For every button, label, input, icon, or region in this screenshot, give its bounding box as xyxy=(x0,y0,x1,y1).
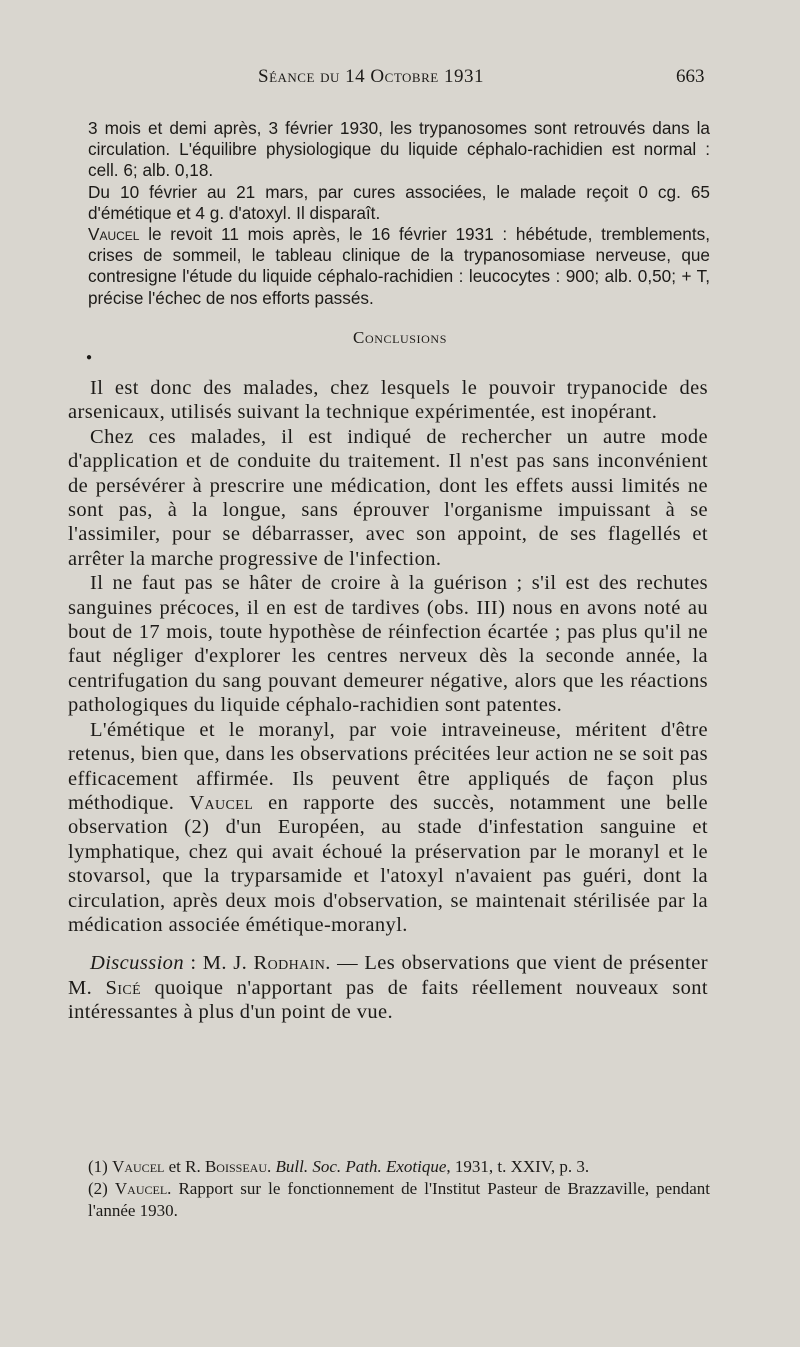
paragraph-4-part-a: L'émétique et le moranyl, par voie intraveineuse, méritent d'être retenus, bien que, dans les observations précitées leur action ne se soit pas efficacement affirmée. Ils peuvent être appliqués de façon plus méthodique. xyxy=(68,718,708,814)
page-number: 663 xyxy=(676,66,705,87)
running-title: Séance du 14 Octobre 1931 xyxy=(258,66,484,87)
conclusions-body xyxy=(68,376,708,1025)
footnote-1-author-2: Boisseau xyxy=(204,1157,267,1176)
footnotes xyxy=(88,1156,710,1222)
paragraph-4-part-b: en rapporte des succès, notamment une belle observation (2) d'un Européen, au stade d'infestation sanguine et lymphatique, chez qui avait échoué la préservation par le moranyl et le stovarsol, que la tryparsamide et l'atoxyl n'avaient pas guéri, dont la circulation, après deux mois d'observation, se maintenait stérilisée par la médication associée émétique-moranyl. xyxy=(68,791,708,936)
author-name: Vaucel xyxy=(88,224,140,245)
discussion-colon: : M. J. xyxy=(183,952,254,975)
case-paragraph-3-text: le revoit 11 mois après, le 16 février 1931 : hébétude, tremblements, crises de sommeil, le tableau clinique de la trypanosomiase nerveuse, que contresigne l'étude du liquide céphalo-rachidien : leucocytes : 900; alb. 0,50; + T, précise l'échec de nos efforts passés. xyxy=(88,224,710,308)
footnote-1-mid: et R. xyxy=(164,1157,205,1176)
section-heading: Conclusions xyxy=(353,328,447,347)
footnote-1-author: Vaucel xyxy=(112,1157,165,1176)
footnote-1-rest: , 1931, t. XXIV, p. 3. xyxy=(446,1157,590,1176)
case-paragraph-2: Du 10 février au 21 mars, par cures associées, le malade reçoit 0 cg. 65 d'émétique et 4 g. d'atoxyl. Il disparaît. xyxy=(88,181,710,223)
footnote-2-number: (2) xyxy=(88,1179,115,1198)
footnote-1 xyxy=(88,1156,710,1178)
conclusion-paragraph-2: Chez ces malades, il est indiqué de rechercher un autre mode d'application et de conduite du traitement. Il n'est pas sans inconvénient de persévérer à prescrire une médication, dont les effets aussi limités ne sont pas, à la longue, sans éprouver l'organisme impuissant à se l'assimiler, pour se débarrasser, avec son appoint, de ses flagellés et arrêter la marche progressive de l'infection. xyxy=(68,425,708,570)
bullet-mark: ● xyxy=(86,352,93,363)
case-paragraph-1: 3 mois et demi après, 3 février 1930, les trypanosomes sont retrouvés dans la circulation. L'équilibre physiologique du liquide céphalo-rachidien est normal : cell. 6; alb. 0,18. xyxy=(88,118,710,181)
case-paragraph-3 xyxy=(88,224,710,309)
footnote-1-sep: . xyxy=(266,1157,276,1176)
footnote-1-number: (1) xyxy=(88,1157,113,1176)
footnote-2 xyxy=(88,1178,710,1222)
discussion-mid: . — Les observations que vient de présenter M. xyxy=(68,952,708,999)
footnote-2-author: Vaucel xyxy=(114,1179,168,1198)
conclusion-paragraph-1: Il est donc des malades, chez lesquels le pouvoir trypanocide des arsenicaux, utilisés suivant la technique expérimentée, est inopérant. xyxy=(68,377,708,424)
case-report-text xyxy=(88,118,710,309)
author-name: Vaucel xyxy=(189,791,254,814)
author-name-2: Sicé xyxy=(105,976,142,999)
running-header xyxy=(0,66,800,92)
footnote-1-journal: Bull. Soc. Path. Exotique xyxy=(275,1157,447,1176)
discussion-label: Discussion xyxy=(90,952,184,975)
conclusion-paragraph-3: Il ne faut pas se hâter de croire à la guérison ; s'il est des rechutes sanguines précoces, il en est de tardives (obs. III) nous en avons noté au bout de 17 mois, toute hypothèse de réinfection écartée ; pas plus qu'il ne faut négliger d'explorer les centres nerveux dès la seconde année, la centrifugation du sang pouvant demeurer négative, alors que les réactions pathologiques du liquide céphalo-rachidien sont patentes. xyxy=(68,572,708,717)
conclusion-paragraph-4 xyxy=(68,718,708,938)
footnote-2-rest: . Rapport sur le fonctionnement de l'Institut Pasteur de Brazzaville, pendant l'année 1930. xyxy=(88,1179,710,1220)
discussant-name: Rodhain xyxy=(253,952,326,975)
discussion-paragraph xyxy=(68,951,708,1024)
discussion-rest: quoique n'apportant pas de faits réellement nouveaux sont intéressantes à plus d'un point de vue. xyxy=(68,976,708,1024)
